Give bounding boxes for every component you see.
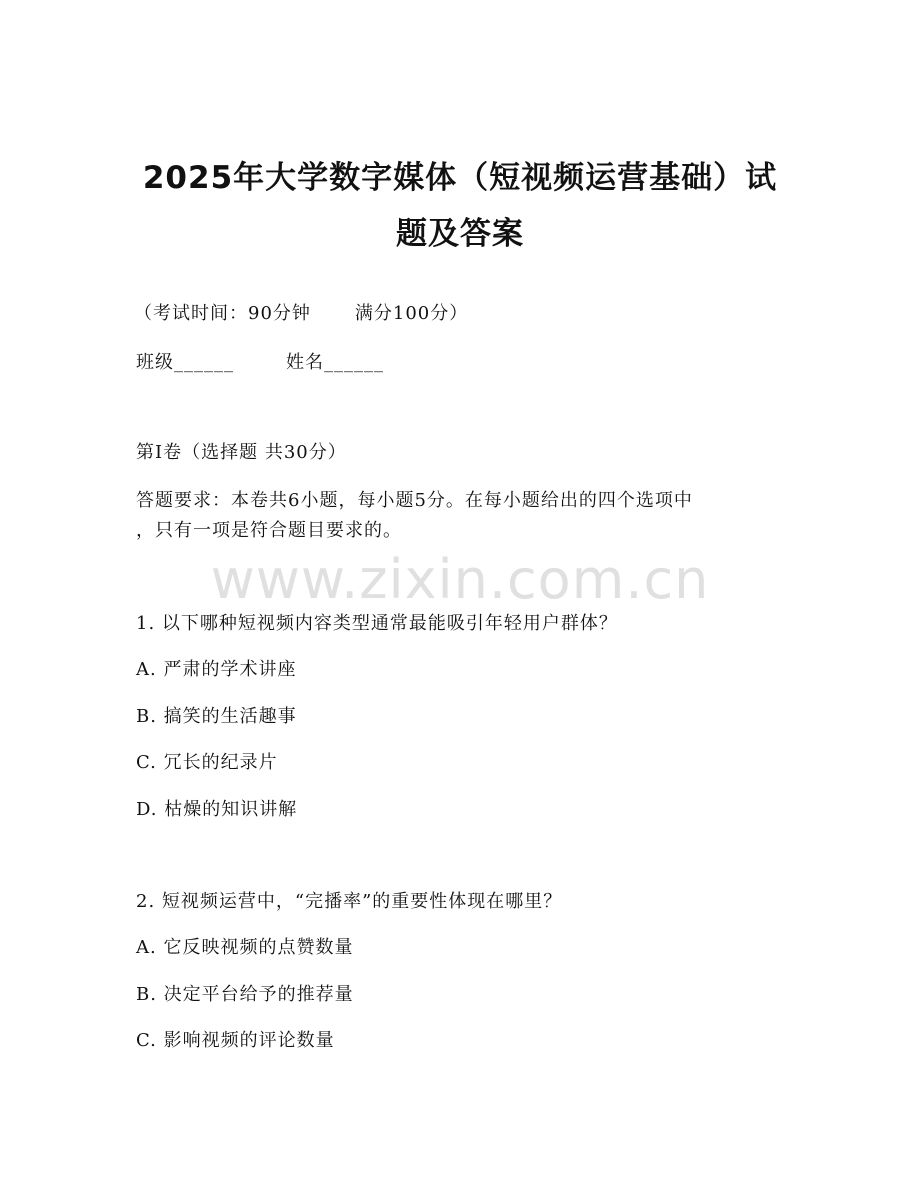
question-1-option-b: B. 搞笑的生活趣事 xyxy=(136,706,297,727)
question-1-option-d: D. 枯燥的知识讲解 xyxy=(136,799,298,820)
student-fields xyxy=(136,351,384,375)
instructions-line-1: 答题要求：本卷共6小题，每小题5分。在每小题给出的四个选项中 xyxy=(136,490,693,511)
instructions-line-2: ，只有一项是符合题目要求的。 xyxy=(136,520,402,541)
question-2-option-b: B. 决定平台给予的推荐量 xyxy=(136,984,354,1005)
title-line-2: 题及答案 xyxy=(396,216,524,252)
class-field: 班级______ xyxy=(136,352,234,373)
question-2-option-c: C. 影响视频的评论数量 xyxy=(136,1030,335,1051)
question-1-option-c: C. 冗长的纪录片 xyxy=(136,752,278,773)
exam-time: （考试时间：90分钟 xyxy=(134,303,311,324)
exam-info xyxy=(134,302,468,326)
name-field: 姓名______ xyxy=(286,352,384,373)
title-line-1: 2025年大学数字媒体（短视频运营基础）试 xyxy=(142,160,778,196)
question-1-stem: 1. 以下哪种短视频内容类型通常最能吸引年轻用户群体？ xyxy=(136,613,618,634)
question-1-option-a: A. 严肃的学术讲座 xyxy=(136,659,297,680)
watermark-text: www.zixin.com.cn xyxy=(210,548,710,611)
question-2-stem: 2. 短视频运营中，“完播率”的重要性体现在哪里？ xyxy=(136,891,563,912)
question-2-option-a: A. 它反映视频的点赞数量 xyxy=(136,937,354,958)
section-heading: 第I卷（选择题 共30分） xyxy=(136,442,347,463)
document-title xyxy=(100,150,820,262)
exam-full-score: 满分100分） xyxy=(354,303,469,324)
